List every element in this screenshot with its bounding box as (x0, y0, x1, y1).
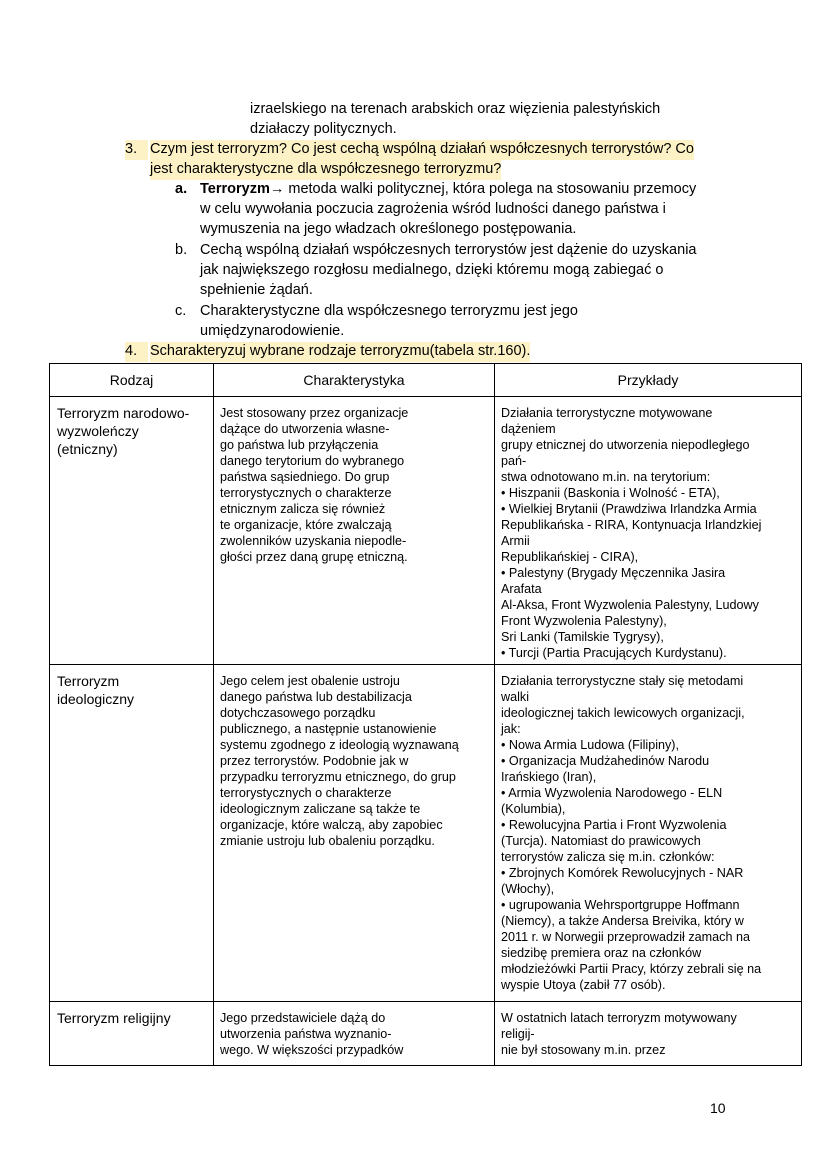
answer-a-marker: a. (175, 181, 188, 197)
table-header-row (50, 364, 802, 397)
description-cell: Jego celem jest obalenie ustroju danego państwa lub destabilizacja dotychczasowego porządku publicznego, a następnie ustanowienie systemu zgodnego z ideologią wyznawaną przez terrorystów. Podobnie jak w przypadku terroryzmu etnicznego, do grup terrorystycznych o charakterze ideologicznym zaliczane są także te organizacje, które walczą, aby zapobiec zmianie ustroju lub obaleniu porządku. (214, 665, 495, 1002)
examples-cell: Działania terrorystyczne stały się metodami walki ideologicznej takich lewicowych organizacji, jak: • Nowa Armia Ludowa (Filipiny), • Organizacja Mudżahedinów Narodu Irańskiego (Iran), • Armia Wyzwolenia Narodowego - ELN (Kolumbia), • Rewolucyjna Partia i Front Wyzwolenia (Turcja). Natomiast do prawicowych terrorystów zalicza się m.in. członków: • Zbrojnych Komórek Rewolucyjnych - NAR (Włochy), • ugrupowania Wehrsportgruppe Hoffmann (Niemcy), a także Andersa Breivika, który w 2011 r. w Norwegii przeprowadził zamach na siedzibę premiera oraz na członków młodzieżówki Partii Pracy, którzy zebrali się na wyspie Utoya (zabił 77 osób). (495, 665, 802, 1002)
description-cell: Jest stosowany przez organizacje dążące do utworzenia własne- go państwa lub przyłączenia danego terytorium do wybranego państwa sąsiedniego. Do grup terrorystycznych o charakterze etnicznym zalicza się również te organizacje, które zwalczają zwolenników uzyskania niepodle- głości przez daną grupę etniczną. (214, 397, 495, 665)
answer-a-line-2: w celu wywołania poczucia zagrożenia wśród ludności danego państwa i (200, 201, 666, 217)
q3-number: 3. (125, 140, 148, 160)
terrorism-types-table (49, 363, 802, 1066)
table-row (50, 397, 802, 665)
answer-a-rest: → metoda walki politycznej, która polega na stosowaniu przemocy (269, 181, 697, 197)
answer-c-marker: c. (175, 303, 187, 319)
intro-line-2: działaczy politycznych. (250, 121, 397, 137)
header-rodzaj: Rodzaj (50, 364, 214, 397)
q4-text: Scharakteryzuj wybrane rodzaje terroryzmu(tabela str.160). (150, 342, 530, 362)
table-row (50, 1002, 802, 1066)
header-przyklady: Przykłady (495, 364, 802, 397)
q3-line-2: jest charakterystyczne dla współczesnego terroryzmu? (150, 160, 501, 180)
table-row (50, 665, 802, 1002)
answer-a-line-1 (200, 180, 696, 200)
answer-a-term: Terroryzm (200, 181, 270, 197)
answer-c-line-2: umiędzynarodowienie. (200, 323, 345, 339)
examples-cell: Działania terrorystyczne motywowane dążeniem grupy etnicznej do utworzenia niepodległego pań- stwa odnotowano m.in. na terytorium: • Hiszpanii (Baskonia i Wolność - ETA), • Wielkiej Brytanii (Prawdziwa Irlandzka Armia Republikańska - RIRA, Kontynuacja Irlandzkiej Armii Republikańskiej - CIRA), • Palestyny (Brygady Męczennika Jasira Arafata Al-Aksa, Front Wyzwolenia Palestyny, Ludowy Front Wyzwolenia Palestyny), Sri Lanki (Tamilskie Tygrysy), • Turcji (Partia Pracujących Kurdystanu). (495, 397, 802, 665)
answer-b-line-2: jak największego rozgłosu medialnego, dzięki któremu mogą zabiegać o (200, 262, 664, 278)
examples-cell: W ostatnich latach terroryzm motywowany religij- nie był stosowany m.in. przez (495, 1002, 802, 1066)
type-cell: Terroryzm narodowo- wyzwoleńczy (etniczny) (50, 397, 214, 665)
description-cell: Jego przedstawiciele dążą do utworzenia państwa wyznanio- wego. W większości przypadków (214, 1002, 495, 1066)
page-number: 10 (710, 1100, 726, 1116)
answer-b-line-1: Cechą wspólną działań współczesnych terrorystów jest dążenie do uzyskania (200, 242, 697, 258)
answer-a-line-3: wymuszenia na jego władzach określonego postępowania. (200, 221, 577, 237)
header-charakterystyka: Charakterystyka (214, 364, 495, 397)
q4-number: 4. (125, 342, 148, 362)
type-cell: Terroryzm religijny (50, 1002, 214, 1066)
answer-b-marker: b. (175, 242, 188, 258)
answer-b-line-3: spełnienie żądań. (200, 282, 313, 298)
answer-c-line-1: Charakterystyczne dla współczesnego terroryzmu jest jego (200, 303, 578, 319)
type-cell: Terroryzm ideologiczny (50, 665, 214, 1002)
intro-line-1: izraelskiego na terenach arabskich oraz więzienia palestyńskich (250, 101, 661, 117)
q3-line-1: Czym jest terroryzm? Co jest cechą wspólną działań współczesnych terrorystów? Co (150, 140, 694, 160)
